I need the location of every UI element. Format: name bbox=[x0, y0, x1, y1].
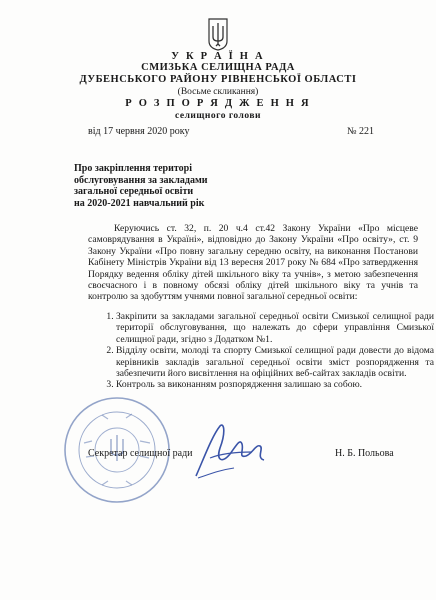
list-item: 2. Відділу освіти, молоді та спорту Смизької селищної ради довести до відома керівників закладів загальної середньої освіти зміст розпорядження та забезпечити його висвітлення на офіційних веб-сайтах закладів освіти. bbox=[116, 345, 434, 379]
list-item: 3. Контроль за виконанням розпорядження залишаю за собою. bbox=[116, 379, 434, 390]
country-heading: У К Р А Ї Н А bbox=[171, 51, 265, 62]
subject-line: на 2020-2021 навчальний рік bbox=[74, 197, 205, 209]
convocation-label: (Восьме скликання) bbox=[177, 87, 259, 97]
document-type-heading: Р О З П О Р Я Д Ж Е Н Н Я bbox=[125, 98, 311, 109]
trident-emblem-icon bbox=[206, 17, 230, 51]
subject-line: обслуговування за закладами bbox=[74, 174, 208, 186]
subject-line: загальної середньої освіти bbox=[74, 186, 194, 197]
handwritten-signature bbox=[190, 418, 270, 488]
preamble-text: Керуючись ст. 32, п. 20 ч.4 ст.42 Закону України «Про місцеве самоврядування в Україні», відповідно до Закону України «Про освіту», ст. 9 Закону України «Про повну загальну середню освіту, на виконання Постанови Кабінету Міністрів України від 13 вересня 2017 року № 684 «Про затвердження Порядку ведення обліку дітей шкільного віку та учнів», з метою забезпечення своєчасного і в повному обсязі обліку дітей шкільного віку та учнів та контролю за здобуттям учнями повної загальної середньої освіти: bbox=[88, 223, 418, 303]
issuer-label: селищного голови bbox=[175, 111, 261, 121]
district-heading: ДУБЕНСЬКОГО РАЙОНУ РІВНЕНСЬКОЇ ОБЛАСТІ bbox=[79, 74, 357, 85]
document-date: від 17 червня 2020 року bbox=[88, 126, 190, 137]
council-heading: СМИЗЬКА СЕЛИЩНА РАДА bbox=[141, 62, 295, 73]
signatory-name: Н. Б. Польова bbox=[335, 448, 394, 459]
signatory-title: Секретар селищної ради bbox=[88, 448, 193, 459]
subject-line: Про закріплення територі bbox=[74, 163, 192, 174]
ordered-items-list bbox=[100, 311, 434, 391]
subject-block bbox=[74, 163, 208, 209]
document-number: № 221 bbox=[347, 126, 375, 137]
preamble-block bbox=[88, 223, 418, 303]
list-item: 1. Закріпити за закладами загальної середньої освіти Смизької селищної ради території обслуговування, що належать до сфери управління Смизької селищної ради, згідно з Додатком №1. bbox=[116, 311, 434, 345]
